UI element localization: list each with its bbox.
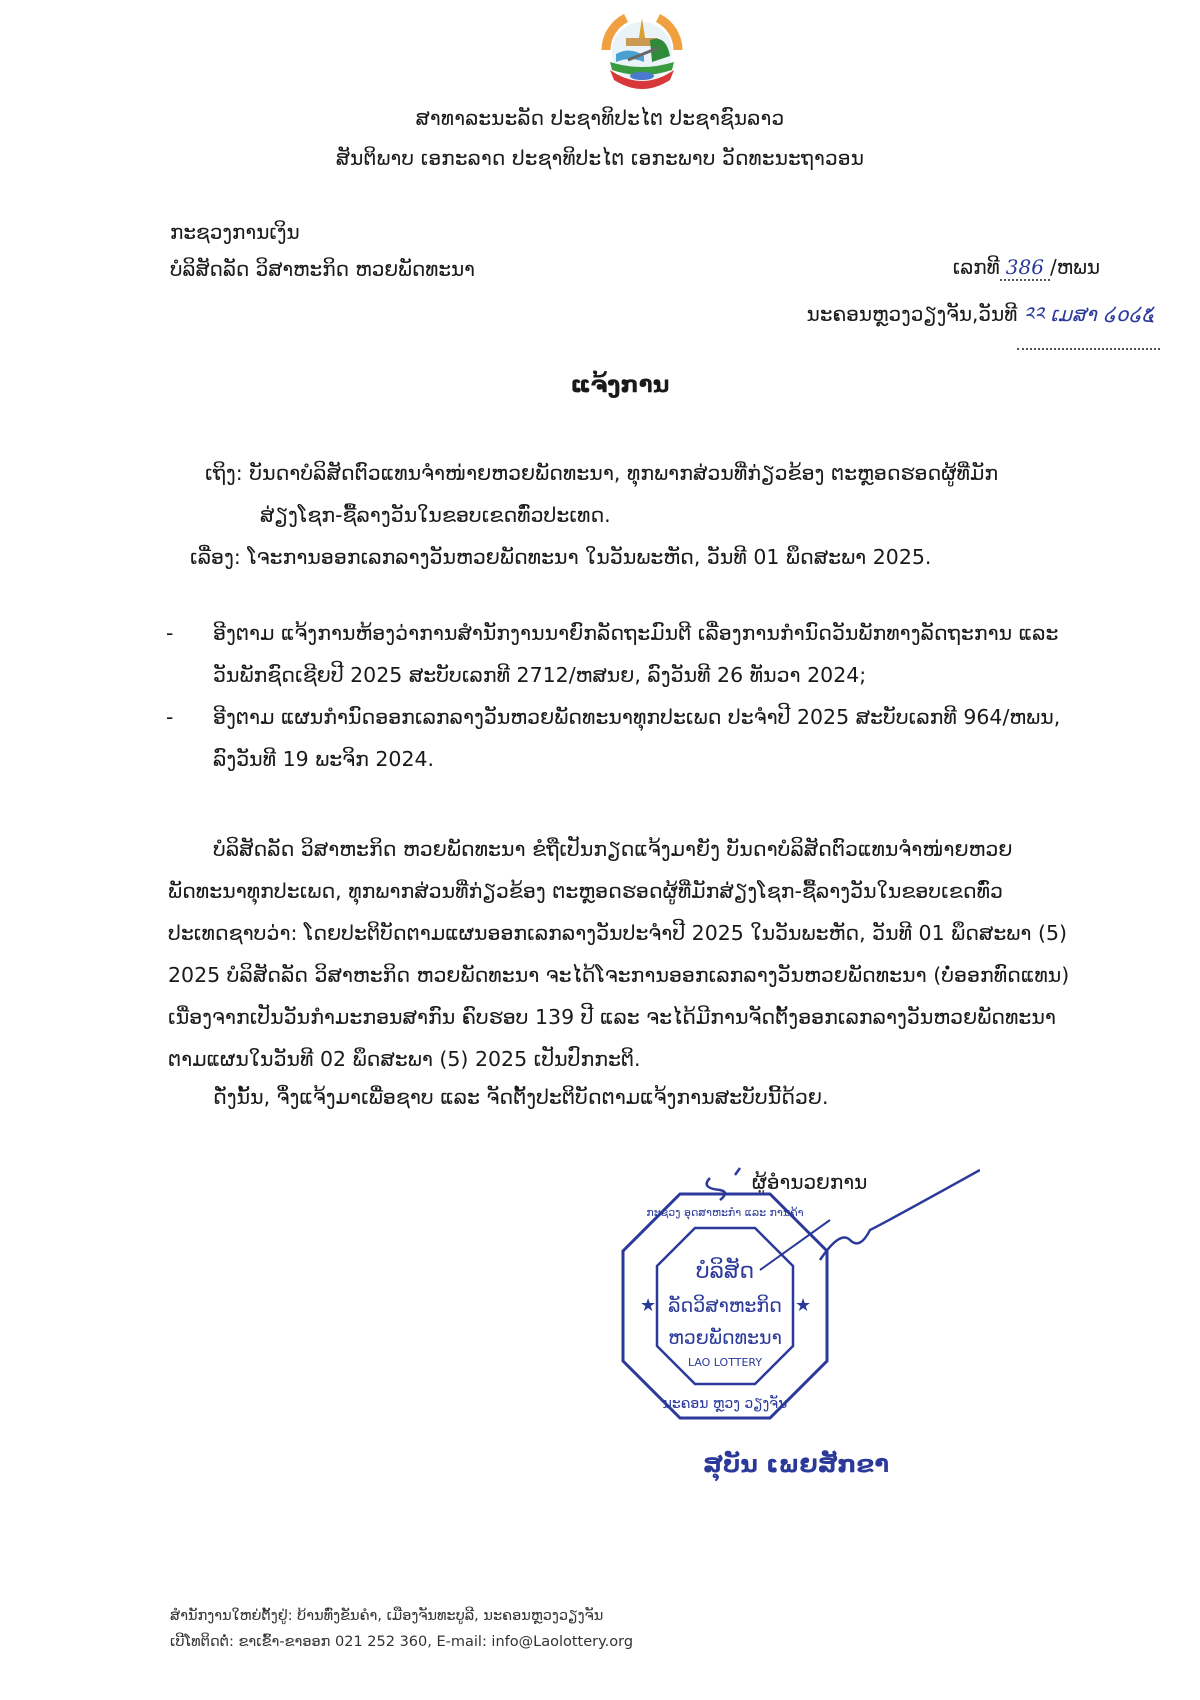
bullet-dash: - xyxy=(166,705,174,729)
place-date-label: ນະຄອນຫຼວງວຽງຈັນ,ວັນທີ xyxy=(806,302,1018,326)
signature-stroke-icon xyxy=(690,1160,980,1280)
subject-label: ເລື່ອງ: xyxy=(190,545,241,569)
document-number xyxy=(953,255,1100,281)
addressee-line-1: ບັນດາບໍລິສັດຕົວແທນຈຳໜ່າຍຫວຍພັດທະນາ, ທຸກພາກສ່ວນທີ່ກ່ຽວຂ້ອງ ຕະຫຼອດຮອດຜູ້ທີ່ມັກ xyxy=(249,461,999,485)
header-line-2: ສັນຕິພາບ ເອກະລາດ ປະຊາທິປະໄຕ ເອກະພາບ ວັດທະນະຖາວອນ xyxy=(335,146,865,170)
svg-text:ຫວຍພັດທະນາ: ຫວຍພັດທະນາ xyxy=(668,1327,782,1349)
body-line: 2025 ບໍລິສັດລັດ ວິສາຫະກິດ ຫວຍພັດທະນາ ຈະໄດ້ໂຈະການອອກເລກລາງວັນຫວຍພັດທະນາ (ບໍ່ອອກທົດແທນ) xyxy=(168,963,1070,987)
body-line: ເນື່ອງຈາກເປັນວັນກຳມະກອນສາກົນ ຄົບຮອບ 139 ປີ ແລະ ຈະໄດ້ມີການຈັດຕັ້ງອອກເລກລາງວັນຫວຍພັດທະນາ xyxy=(168,1005,1056,1029)
document-title: ແຈ້ງການ xyxy=(570,372,670,398)
body-line: ພັດທະນາທຸກປະເພດ, ທຸກພາກສ່ວນທີ່ກ່ຽວຂ້ອງ ຕະຫຼອດຮອດຜູ້ທີ່ມັກສ່ຽງໂຊກ-ຊື້ລາງວັນໃນຂອບເຂດທົ່ວ xyxy=(168,879,1003,903)
reference-item xyxy=(166,612,1106,696)
document-number-label: ເລກທີ xyxy=(952,255,1000,279)
header-line-1: ສາທາລະນະລັດ ປະຊາທິປະໄຕ ປະຊາຊົນລາວ xyxy=(415,106,785,130)
seal-outer-top: ກະຊວງ ອຸດສາຫະກຳ ແລະ ການຄ້າ xyxy=(646,1206,804,1219)
subject-text: ໂຈະການອອກເລກລາງວັນຫວຍພັດທະນາ ໃນວັນພະຫັດ, ວັນທີ 01 ພຶດສະພາ 2025. xyxy=(247,545,932,569)
footer-address: ສຳນັກງານໃຫຍ່ຕັ້ງຢູ່: ບ້ານທົ່ງຂັນຄຳ, ເມືອງຈັນທະບູລີ, ນະຄອນຫຼວງວຽງຈັນ xyxy=(170,1608,604,1624)
lao-emblem-icon xyxy=(596,10,688,94)
bullet-dash: - xyxy=(166,621,174,645)
ministry-name: ກະຊວງການເງິນ xyxy=(170,220,300,244)
reference-line: ລົງວັນທີ 19 ພະຈິກ 2024. xyxy=(213,747,435,771)
svg-text:ບໍລິສັດ: ບໍລິສັດ xyxy=(695,1259,755,1284)
svg-text:★: ★ xyxy=(795,1295,812,1316)
addressee-line-2: ສ່ຽງໂຊກ-ຊື້ລາງວັນໃນຂອບເຂດທົ່ວປະເທດ. xyxy=(260,503,611,527)
reference-line: ອີງຕາມ ແຜນກຳນົດອອກເລກລາງວັນຫວຍພັດທະນາທຸກປະເພດ ປະຈຳປີ 2025 ສະບັບເລກທີ 964/ຫພນ, xyxy=(213,705,1061,729)
reference-item xyxy=(166,696,1106,780)
closing-line: ດັ່ງນັ້ນ, ຈຶ່ງແຈ້ງມາເພື່ອຊາບ ແລະ ຈັດຕັ້ງປະຕິບັດຕາມແຈ້ງການສະບັບນີ້ດ້ວຍ. xyxy=(213,1085,829,1109)
footer-contact: ເບີໂທຕິດຕໍ່: ຂາເຂົ້າ-ຂາອອກ 021 252 360, E-mail: info@Laolottery.org xyxy=(170,1634,634,1650)
signer-title: ຜູ້ອຳນວຍການ xyxy=(752,1170,868,1194)
document-number-suffix: /ຫພນ xyxy=(1049,255,1100,279)
body-line: ປະເທດຊາບວ່າ: ໂດຍປະຕິບັດຕາມແຜນອອກເລກລາງວັນປະຈຳປີ 2025 ໃນວັນພະຫັດ, ວັນທີ 01 ພຶດສະພາ (5) xyxy=(168,921,1067,945)
body-line: ຕາມແຜນໃນວັນທີ 02 ພຶດສະພາ (5) 2025 ເປັນປົກກະຕິ. xyxy=(168,1047,641,1071)
svg-text:ນະຄອນ ຫຼວງ ວຽງຈັນ: ນະຄອນ ຫຼວງ ວຽງຈັນ xyxy=(662,1396,788,1412)
addressee-label: ເຖິງ: xyxy=(205,461,243,485)
body-paragraph xyxy=(168,828,1108,1080)
date-value: ༢༢ ເມສາ ໒໐໒໕ xyxy=(1017,292,1160,350)
addressee xyxy=(205,452,1105,536)
reference-line: ວັນພັກຊົດເຊີຍປີ 2025 ສະບັບເລກທີ 2712/ຫສນຍ, ລົງວັນທີ 26 ທັນວາ 2024; xyxy=(213,663,867,687)
subject xyxy=(190,536,1110,578)
body-line: ບໍລິສັດລັດ ວິສາຫະກິດ ຫວຍພັດທະນາ ຂໍຖືເປັນກຽດແຈ້ງມາຍັງ ບັນດາບໍລິສັດຕົວແທນຈຳໜ່າຍຫວຍ xyxy=(213,837,1013,861)
svg-text:LAO LOTTERY: LAO LOTTERY xyxy=(687,1356,763,1369)
svg-text:★: ★ xyxy=(640,1295,657,1316)
place-and-date xyxy=(807,292,1160,350)
company-name: ບໍລິສັດລັດ ວິສາຫະກິດ ຫວຍພັດທະນາ xyxy=(170,257,475,281)
reference-line: ອີງຕາມ ແຈ້ງການຫ້ອງວ່າການສຳນັກງານນາຍົກລັດຖະມົນຕີ ເລື່ອງການກຳນົດວັນພັກທາງລັດຖະການ ແລະ xyxy=(213,621,1059,645)
document-number-value: 386 xyxy=(1000,255,1050,281)
signer-name: ສຸບັນ ເພຍສັກຂາ xyxy=(703,1450,889,1478)
references-list xyxy=(166,612,1106,780)
svg-text:ລັດວິສາຫະກິດ: ລັດວິສາຫະກິດ xyxy=(668,1295,782,1317)
